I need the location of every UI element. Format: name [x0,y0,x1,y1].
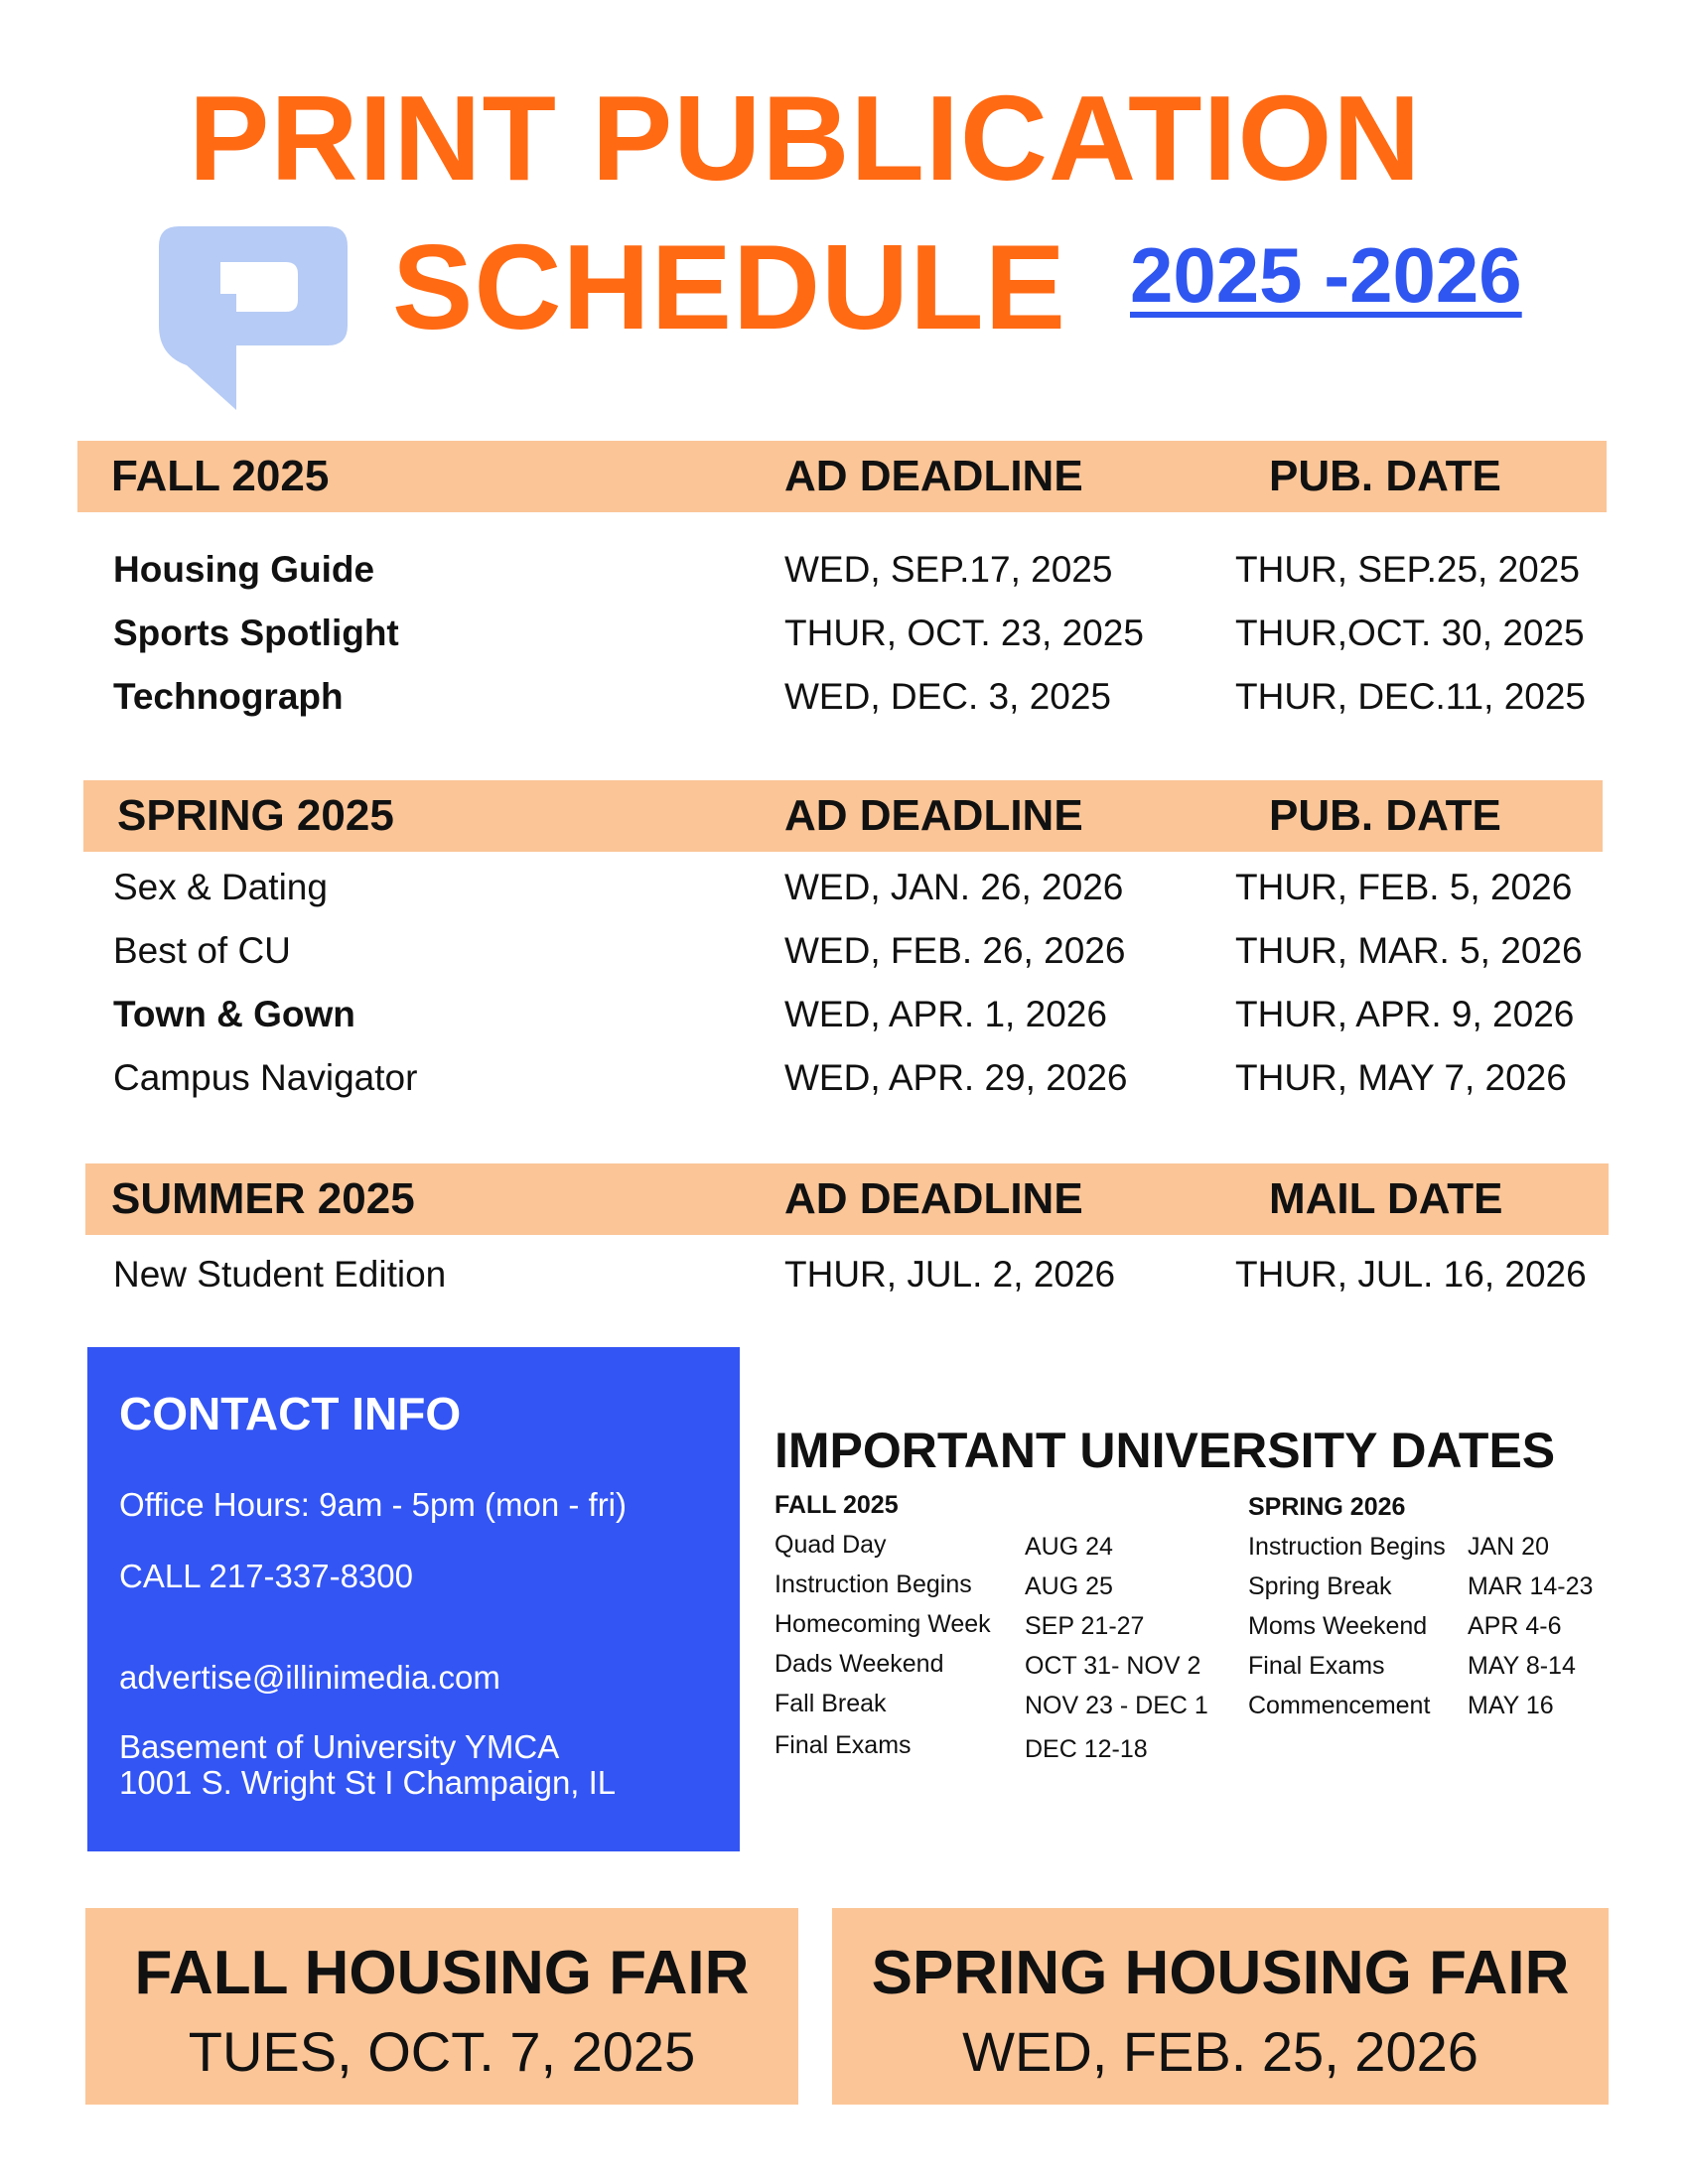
table-row [77,669,1607,725]
date-value: AUG 24 [1025,1533,1113,1561]
column-header-ad-deadline: AD DEADLINE [784,791,1083,840]
date-value: MAY 16 [1468,1692,1554,1719]
pub-date: THUR, MAY 7, 2026 [1235,1057,1567,1098]
address-line-1: Basement of University YMCA [119,1728,560,1765]
speech-bubble-icon [159,226,348,415]
ad-deadline: THUR, OCT. 23, 2025 [784,613,1144,653]
spring-housing-fair-box [832,1908,1609,2105]
title-years: 2025 -2026 [1130,231,1522,319]
publication-name: Town & Gown [113,994,355,1034]
date-label: Spring Break [1248,1572,1392,1600]
mail-date: THUR, JUL. 16, 2026 [1235,1254,1587,1295]
publication-name: Sports Spotlight [113,613,399,653]
date-label: Fall Break [774,1690,887,1717]
table-row [77,1247,1607,1302]
publication-name: Best of CU [113,930,291,971]
contact-info-box [87,1347,740,1851]
table-row [77,987,1607,1042]
table-row [77,860,1607,915]
ad-deadline: WED, JAN. 26, 2026 [784,867,1124,907]
address-line-2: 1001 S. Wright St I Champaign, IL [119,1764,617,1801]
date-label: Commencement [1248,1692,1431,1719]
pub-date: THUR, APR. 9, 2026 [1235,994,1575,1034]
fall-dates-heading: FALL 2025 [774,1491,899,1519]
date-value: SEP 21-27 [1025,1612,1145,1640]
column-header-pub-date: PUB. DATE [1269,791,1501,840]
section-header-summer [85,1163,1609,1235]
section-header-fall [77,441,1607,512]
pub-date: THUR, MAR. 5, 2026 [1235,930,1583,971]
section-title: SPRING 2025 [117,791,394,840]
ad-deadline: THUR, JUL. 2, 2026 [784,1254,1116,1295]
fair-title: SPRING HOUSING FAIR [871,1939,1570,2007]
date-label: Quad Day [774,1531,887,1559]
section-title: FALL 2025 [111,452,330,500]
publication-name: Sex & Dating [113,867,328,907]
column-header-pub-date: PUB. DATE [1269,452,1501,500]
publication-name: Technograph [113,676,344,717]
date-value: MAR 14-23 [1468,1572,1594,1600]
date-value: DEC 12-18 [1025,1735,1148,1763]
ad-deadline: WED, SEP.17, 2025 [784,549,1113,590]
publication-name: Housing Guide [113,549,375,590]
fair-date: TUES, OCT. 7, 2025 [188,2020,696,2083]
date-label: Dads Weekend [774,1650,944,1678]
table-row [77,606,1607,661]
ad-deadline: WED, FEB. 26, 2026 [784,930,1126,971]
email-link[interactable]: advertise@illinimedia.com [119,1659,500,1696]
table-row [77,1050,1607,1106]
date-value: APR 4-6 [1468,1612,1562,1640]
fall-housing-fair-box [85,1908,798,2105]
fair-title: FALL HOUSING FAIR [134,1939,750,2007]
contact-title: CONTACT INFO [119,1388,462,1439]
ad-deadline: WED, APR. 29, 2026 [784,1057,1128,1098]
date-value: MAY 8-14 [1468,1652,1576,1680]
date-label: Final Exams [774,1731,912,1759]
table-row [77,923,1607,979]
date-value: AUG 25 [1025,1572,1113,1600]
date-label: Instruction Begins [774,1570,972,1598]
publication-name: Campus Navigator [113,1057,418,1098]
pub-date: THUR, DEC.11, 2025 [1235,676,1586,717]
column-header-ad-deadline: AD DEADLINE [784,1174,1083,1223]
ad-deadline: WED, APR. 1, 2026 [784,994,1107,1034]
ad-deadline: WED, DEC. 3, 2025 [784,676,1112,717]
section-title: SUMMER 2025 [111,1174,415,1223]
date-label: Homecoming Week [774,1610,991,1638]
date-value: NOV 23 - DEC 1 [1025,1692,1208,1719]
column-header-mail-date: MAIL DATE [1269,1174,1503,1223]
table-row [77,542,1607,598]
column-header-ad-deadline: AD DEADLINE [784,452,1083,500]
fair-date: WED, FEB. 25, 2026 [962,2020,1478,2083]
date-label: Moms Weekend [1248,1612,1428,1640]
pub-date: THUR,OCT. 30, 2025 [1235,613,1585,653]
title-line-2: SCHEDULE [392,219,1067,354]
important-dates-title: IMPORTANT UNIVERSITY DATES [774,1423,1556,1478]
pub-date: THUR, FEB. 5, 2026 [1235,867,1573,907]
date-value: JAN 20 [1468,1533,1549,1561]
section-header-spring [83,780,1603,852]
pub-date: THUR, SEP.25, 2025 [1235,549,1580,590]
publication-name: New Student Edition [113,1254,447,1295]
spring-dates-heading: SPRING 2026 [1248,1493,1406,1521]
phone-number[interactable]: CALL 217-337-8300 [119,1558,414,1594]
office-hours: Office Hours: 9am - 5pm (mon - fri) [119,1486,628,1523]
date-label: Final Exams [1248,1652,1385,1680]
date-label: Instruction Begins [1248,1533,1446,1561]
title-line-1: PRINT PUBLICATION [189,70,1422,205]
date-value: OCT 31- NOV 2 [1025,1652,1201,1680]
